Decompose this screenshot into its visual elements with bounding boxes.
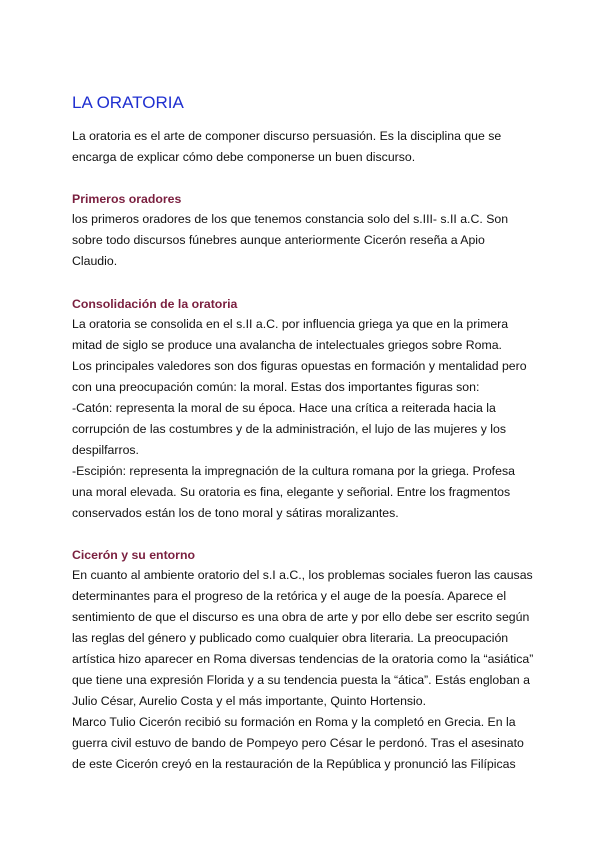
paragraph-line: artística hizo aparecer en Roma diversas tendencias de la oratoria como la “asiática”: [72, 652, 534, 666]
paragraph-line: guerra civil estuvo de bando de Pompeyo pero César le perdonó. Tras el asesinato: [72, 736, 524, 750]
section-heading-consolidacion: Consolidación de la oratoria: [72, 297, 238, 311]
paragraph-line: Julio César, Aurelio Costa y el más importante, Quinto Hortensio.: [72, 694, 427, 708]
paragraph-line: despilfarros.: [72, 443, 139, 457]
paragraph-line: En cuanto al ambiente oratorio del s.I a.C., los problemas sociales fueron las causas: [72, 568, 533, 582]
section-heading-ciceron: Cicerón y su entorno: [72, 548, 195, 562]
section-paragraph-consolidacion: [72, 314, 527, 524]
paragraph-line: una moral elevada. Su oratoria es fina, elegante y señorial. Entre los fragmentos: [72, 485, 511, 499]
paragraph-line: -Escipión: representa la impregnación de la cultura romana por la griega. Profesa: [72, 464, 515, 478]
intro-paragraph: [72, 126, 517, 168]
paragraph-line: corrupción de las costumbres y de la administración, el lujo de las mujeres y los: [72, 422, 507, 436]
intro-line: encarga de explicar cómo debe componerse un buen discurso.: [72, 150, 416, 164]
section-paragraph-primeros-oradores: [72, 209, 517, 272]
paragraph-line: las reglas del género y publicado como cualquier obra literaria. La preocupación: [72, 631, 509, 645]
paragraph-line: mitad de siglo se produce una avalancha de intelectuales griegos sobre Roma.: [72, 338, 502, 352]
paragraph-line: Los principales valedores son dos figuras opuestas en formación y mentalidad pero: [72, 359, 527, 373]
document-title: LA ORATORIA: [72, 93, 184, 112]
paragraph-line: sobre todo discursos fúnebres aunque anteriormente Cicerón reseña a Apio: [72, 233, 485, 247]
paragraph-line: Claudio.: [72, 254, 118, 268]
paragraph-line: Marco Tulio Cicerón recibió su formación en Roma y la completó en Grecia. En la: [72, 715, 516, 729]
paragraph-line: con una preocupación común: la moral. Estas dos importantes figuras son:: [72, 380, 480, 394]
paragraph-line: que tiene una expresión Florida y a su tendencia puesta la “ática”. Estás engloban a: [72, 673, 531, 687]
paragraph-line: -Catón: representa la moral de su época. Hace una crítica a reiterada hacia la: [72, 401, 496, 415]
section-paragraph-ciceron: [72, 565, 534, 775]
paragraph-line: determinantes para el progreso de la retórica y el auge de la poesía. Aparece el: [72, 589, 507, 603]
paragraph-line: sentimiento de que el discurso es una obra de arte y por ello debe ser escrito según: [72, 610, 530, 624]
paragraph-line: de este Cicerón creyó en la restauración de la República y pronunció las Filípicas: [72, 757, 516, 771]
section-heading-primeros-oradores: Primeros oradores: [72, 192, 182, 206]
paragraph-line: los primeros oradores de los que tenemos constancia solo del s.III- s.II a.C. Son: [72, 212, 509, 226]
paragraph-line: conservados están los de tono moral y sátiras moralizantes.: [72, 506, 399, 520]
intro-line: La oratoria es el arte de componer discurso persuasión. Es la disciplina que se: [72, 129, 502, 143]
paragraph-line: La oratoria se consolida en el s.II a.C. por influencia griega ya que en la primera: [72, 317, 509, 331]
